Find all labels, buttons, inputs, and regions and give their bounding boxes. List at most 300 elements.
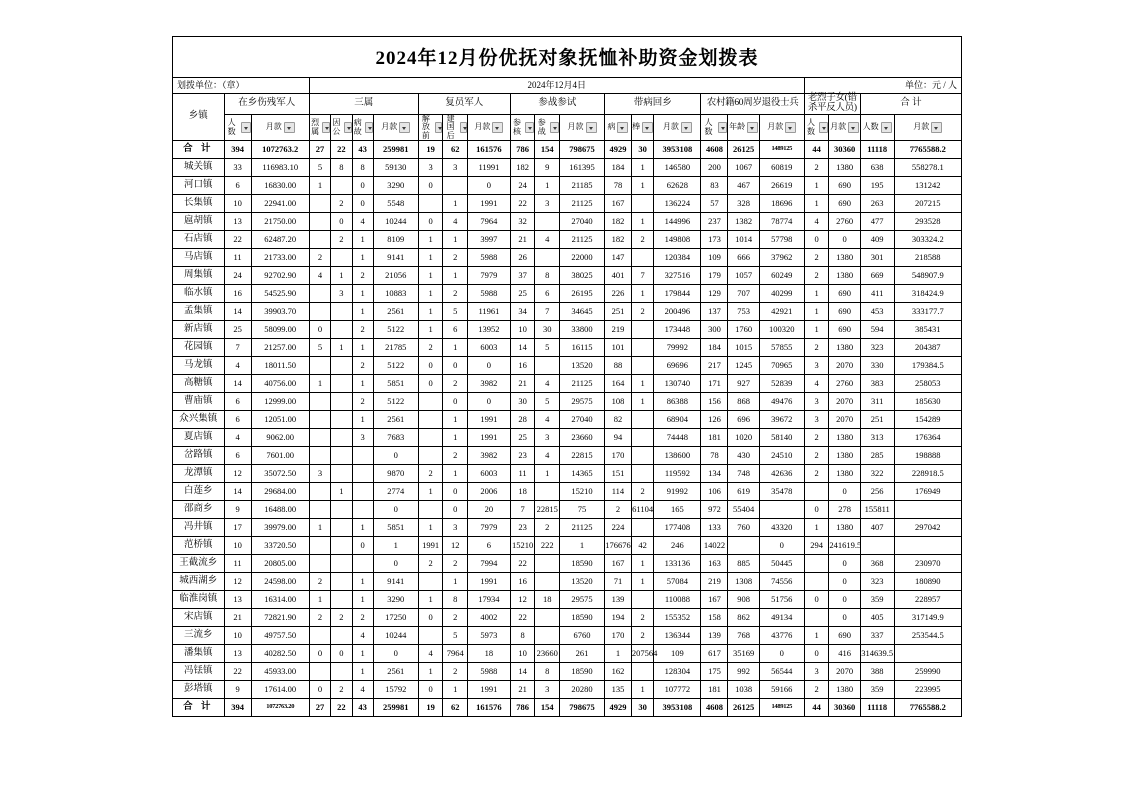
table-cell: 119592: [654, 465, 701, 483]
table-cell: 753: [728, 303, 759, 321]
table-cell: 261: [560, 645, 605, 663]
table-cell: 173: [701, 231, 728, 249]
table-cell: 18: [468, 645, 511, 663]
table-cell: 1308: [728, 573, 759, 591]
table-cell: 6760: [560, 627, 605, 645]
table-cell: 1: [331, 339, 352, 357]
table-cell: 6: [468, 537, 511, 555]
row-label-town: 城关镇: [173, 159, 225, 177]
table-row: [173, 537, 962, 555]
table-cell: 2: [309, 249, 330, 267]
table-cell: 29575: [560, 591, 605, 609]
table-cell: 237: [701, 213, 728, 231]
table-cell: 1: [631, 393, 653, 411]
table-cell: 5: [535, 339, 560, 357]
filter-dropdown-icon[interactable]: [322, 122, 330, 133]
table-cell: 1380: [829, 447, 860, 465]
row-label-town: 石店镇: [173, 231, 225, 249]
table-cell: [309, 303, 330, 321]
table-cell: 1: [631, 555, 653, 573]
filter-dropdown-icon[interactable]: [550, 122, 559, 133]
table-cell: 11118: [860, 699, 894, 717]
table-cell: 430: [728, 447, 759, 465]
table-cell: 128304: [654, 663, 701, 681]
table-cell: 15210: [560, 483, 605, 501]
table-cell: 0: [352, 177, 373, 195]
table-cell: 2: [804, 681, 829, 699]
table-cell: 4: [224, 357, 251, 375]
table-cell: 1: [443, 267, 468, 285]
table-cell: 323: [860, 573, 894, 591]
table-cell: 0: [829, 573, 860, 591]
table-cell: 8: [535, 663, 560, 681]
col-subheader-5[interactable]: 月款: [373, 114, 418, 140]
table-cell: 690: [829, 177, 860, 195]
table-cell: 0: [443, 357, 468, 375]
table-cell: [309, 483, 330, 501]
table-cell: 0: [443, 483, 468, 501]
table-cell: 120384: [654, 249, 701, 267]
col-subheader-6[interactable]: 解放前: [418, 114, 443, 140]
table-cell: 100320: [759, 321, 804, 339]
table-cell: 2070: [829, 357, 860, 375]
table-cell: 337: [860, 627, 894, 645]
table-cell: 22: [510, 555, 535, 573]
table-cell: 3997: [468, 231, 511, 249]
table-cell: 9062.00: [251, 429, 309, 447]
table-cell: 3: [535, 195, 560, 213]
table-cell: 246: [654, 537, 701, 555]
table-row: [173, 411, 962, 429]
table-row: [173, 663, 962, 681]
table-cell: 6: [224, 177, 251, 195]
filter-dropdown-icon[interactable]: [747, 122, 758, 133]
table-cell: 2: [443, 249, 468, 267]
table-cell: 251: [860, 411, 894, 429]
col-subheader-11[interactable]: 月款: [560, 114, 605, 140]
filter-dropdown-icon[interactable]: [642, 122, 653, 133]
table-cell: [418, 627, 443, 645]
table-cell: 43: [352, 141, 373, 159]
filter-dropdown-icon[interactable]: [525, 122, 534, 133]
table-cell: 13: [224, 591, 251, 609]
table-cell: 6: [224, 393, 251, 411]
filter-dropdown-icon[interactable]: [344, 122, 352, 133]
table-cell: 2: [804, 159, 829, 177]
meta-date: 2024年12月4日: [309, 78, 804, 94]
table-cell: 0: [804, 501, 829, 519]
table-cell: [631, 321, 653, 339]
table-cell: 690: [829, 303, 860, 321]
table-cell: 57798: [759, 231, 804, 249]
table-cell: 154: [535, 141, 560, 159]
col-subheader-15[interactable]: 人数: [701, 114, 728, 140]
table-cell: 300: [701, 321, 728, 339]
table-cell: 30: [631, 141, 653, 159]
table-cell: 330: [860, 357, 894, 375]
table-cell: 2: [631, 627, 653, 645]
filter-dropdown-icon[interactable]: [365, 122, 373, 133]
table-cell: [804, 609, 829, 627]
table-cell: 6: [224, 411, 251, 429]
table-cell: 50445: [759, 555, 804, 573]
table-cell: 1: [535, 465, 560, 483]
col-subheader-4[interactable]: 病故: [352, 114, 373, 140]
table-cell: 0: [418, 375, 443, 393]
table-cell: 1: [631, 177, 653, 195]
table-cell: 228918.5: [894, 465, 962, 483]
table-cell: [535, 555, 560, 573]
table-cell: 323: [860, 339, 894, 357]
table-cell: 1: [804, 285, 829, 303]
table-cell: 54525.90: [251, 285, 309, 303]
table-cell: 0: [373, 447, 418, 465]
table-cell: [804, 573, 829, 591]
table-cell: 1: [309, 177, 330, 195]
table-cell: 62: [443, 699, 468, 717]
filter-dropdown-icon[interactable]: [586, 122, 597, 133]
table-cell: 17: [224, 519, 251, 537]
table-cell: 2: [443, 663, 468, 681]
table-cell: 70965: [759, 357, 804, 375]
col-subheader-14[interactable]: 月款: [654, 114, 701, 140]
table-cell: 1: [804, 195, 829, 213]
table-cell: 207215: [894, 195, 962, 213]
table-cell: 2: [631, 303, 653, 321]
row-label-town: 宋店镇: [173, 609, 225, 627]
table-cell: 1: [309, 519, 330, 537]
table-cell: 22: [510, 609, 535, 627]
col-subheader-3[interactable]: 因公: [331, 114, 352, 140]
table-cell: 4002: [468, 609, 511, 627]
table-cell: 696: [728, 411, 759, 429]
table-cell: 2: [804, 339, 829, 357]
table-cell: 862: [728, 609, 759, 627]
table-cell: 136224: [654, 195, 701, 213]
table-cell: 158: [701, 609, 728, 627]
col-group-total: 合 计: [860, 94, 961, 115]
table-cell: 167: [701, 591, 728, 609]
table-cell: 251: [605, 303, 632, 321]
table-cell: 1: [352, 645, 373, 663]
table-cell: 1: [418, 483, 443, 501]
table-cell: 638: [860, 159, 894, 177]
table-cell: 2: [804, 447, 829, 465]
table-cell: 22815: [535, 501, 560, 519]
row-label-town: 合 计: [173, 699, 225, 717]
table-cell: 155352: [654, 609, 701, 627]
table-cell: 7: [535, 303, 560, 321]
table-cell: 21125: [560, 231, 605, 249]
table-cell: 253544.5: [894, 627, 962, 645]
filter-dropdown-icon[interactable]: [785, 122, 796, 133]
table-cell: [331, 429, 352, 447]
table-cell: 4: [535, 447, 560, 465]
table-cell: 82: [605, 411, 632, 429]
col-subheader-9[interactable]: 参核: [510, 114, 535, 140]
table-cell: 6: [224, 447, 251, 465]
table-cell: 26125: [728, 141, 759, 159]
table-cell: 5851: [373, 519, 418, 537]
table-cell: 1: [418, 321, 443, 339]
table-cell: 1: [804, 303, 829, 321]
table-cell: 18: [535, 591, 560, 609]
col-subheader-8[interactable]: 月款: [468, 114, 511, 140]
table-cell: [309, 213, 330, 231]
table-cell: 7994: [468, 555, 511, 573]
table-cell: 49757.50: [251, 627, 309, 645]
table-cell: 1: [443, 465, 468, 483]
table-cell: 44: [804, 699, 829, 717]
col-subheader-17[interactable]: 月款: [759, 114, 804, 140]
table-cell: 1380: [829, 249, 860, 267]
row-label-town: 城西湖乡: [173, 573, 225, 591]
table-row: [173, 141, 962, 159]
table-cell: 107772: [654, 681, 701, 699]
col-subheader-0[interactable]: 人数: [224, 114, 251, 140]
table-cell: 14: [510, 663, 535, 681]
table-cell: 1015: [728, 339, 759, 357]
col-subheader-10[interactable]: 参战: [535, 114, 560, 140]
table-cell: 285: [860, 447, 894, 465]
filter-dropdown-icon[interactable]: [718, 122, 728, 133]
table-cell: [331, 501, 352, 519]
table-cell: 2: [443, 447, 468, 465]
table-cell: [443, 177, 468, 195]
table-cell: 22815: [560, 447, 605, 465]
table-cell: 1: [418, 285, 443, 303]
filter-dropdown-icon[interactable]: [819, 122, 828, 133]
table-cell: 24: [510, 177, 535, 195]
table-cell: 1067: [728, 159, 759, 177]
row-label-town: 邵商乡: [173, 501, 225, 519]
table-cell: 3: [418, 159, 443, 177]
table-cell: 748: [728, 465, 759, 483]
table-cell: 170: [605, 627, 632, 645]
table-cell: 171: [701, 375, 728, 393]
table-row: [173, 591, 962, 609]
filter-dropdown-icon[interactable]: [881, 122, 892, 133]
table-row: [173, 267, 962, 285]
row-label-town: 龙潭镇: [173, 465, 225, 483]
table-cell: [631, 447, 653, 465]
filter-dropdown-icon[interactable]: [931, 122, 942, 133]
table-cell: [804, 483, 829, 501]
table-cell: 1382: [728, 213, 759, 231]
table-cell: 9141: [373, 573, 418, 591]
table-cell: 301: [860, 249, 894, 267]
table-cell: 2: [352, 267, 373, 285]
table-cell: 0: [352, 537, 373, 555]
col-subheader-12[interactable]: 病: [605, 114, 632, 140]
table-cell: 167: [605, 195, 632, 213]
table-cell: 619: [728, 483, 759, 501]
table-cell: [352, 465, 373, 483]
table-cell: 4: [535, 231, 560, 249]
table-cell: 7683: [373, 429, 418, 447]
table-cell: [309, 411, 330, 429]
table-cell: 43776: [759, 627, 804, 645]
table-cell: 161395: [560, 159, 605, 177]
table-cell: 2: [631, 483, 653, 501]
table-cell: 14365: [560, 465, 605, 483]
table-cell: 2: [331, 681, 352, 699]
table-cell: 16314.00: [251, 591, 309, 609]
table-cell: 394: [224, 699, 251, 717]
table-cell: [331, 519, 352, 537]
table-cell: 26: [510, 249, 535, 267]
table-cell: 21: [510, 375, 535, 393]
table-cell: 21125: [560, 375, 605, 393]
filter-dropdown-icon[interactable]: [681, 122, 692, 133]
table-cell: 3: [309, 465, 330, 483]
table-cell: 2: [418, 465, 443, 483]
col-subheader-2[interactable]: 烈属: [309, 114, 330, 140]
table-cell: 26619: [759, 177, 804, 195]
table-cell: 7: [510, 501, 535, 519]
table-cell: 34645: [560, 303, 605, 321]
table-row: [173, 645, 962, 663]
row-label-town: 扈胡镇: [173, 213, 225, 231]
filter-dropdown-icon[interactable]: [848, 122, 859, 133]
table-cell: 1: [631, 681, 653, 699]
table-cell: 3953108: [654, 141, 701, 159]
row-label-town: 孟集镇: [173, 303, 225, 321]
table-cell: 477: [860, 213, 894, 231]
table-cell: 29684.00: [251, 483, 309, 501]
table-cell: 9: [224, 501, 251, 519]
table-cell: 6003: [468, 339, 511, 357]
table-cell: 9870: [373, 465, 418, 483]
table-cell: 19: [418, 141, 443, 159]
col-subheader-1[interactable]: 月款: [251, 114, 309, 140]
row-label-town: 马龙镇: [173, 357, 225, 375]
table-cell: 18: [510, 483, 535, 501]
filter-dropdown-icon[interactable]: [284, 122, 295, 133]
table-cell: 1: [418, 249, 443, 267]
table-cell: 86388: [654, 393, 701, 411]
table-cell: 311: [860, 393, 894, 411]
table-row: [173, 429, 962, 447]
table-cell: 108: [605, 393, 632, 411]
table-cell: 21257.00: [251, 339, 309, 357]
table-cell: 40299: [759, 285, 804, 303]
table-cell: [331, 555, 352, 573]
col-subheader-18[interactable]: 人数: [804, 114, 829, 140]
table-cell: 60249: [759, 267, 804, 285]
filter-dropdown-icon[interactable]: [241, 122, 251, 133]
table-cell: 114: [605, 483, 632, 501]
table-cell: 6: [535, 285, 560, 303]
table-cell: 78: [701, 447, 728, 465]
table-cell: 10244: [373, 627, 418, 645]
row-label-town: 夏店镇: [173, 429, 225, 447]
table-cell: 256: [860, 483, 894, 501]
table-cell: [894, 501, 962, 519]
table-cell: 30: [631, 699, 653, 717]
table-row: [173, 555, 962, 573]
table-cell: 4: [804, 375, 829, 393]
table-cell: 49476: [759, 393, 804, 411]
table-cell: 139: [605, 591, 632, 609]
table-cell: 16115: [560, 339, 605, 357]
table-cell: 1: [804, 627, 829, 645]
table-cell: 79992: [654, 339, 701, 357]
col-subheader-7[interactable]: 建国后: [443, 114, 468, 140]
table-cell: 1489125: [759, 141, 804, 159]
table-cell: 16488.00: [251, 501, 309, 519]
table-cell: 4: [309, 267, 330, 285]
table-cell: [331, 627, 352, 645]
table-cell: 182: [510, 159, 535, 177]
col-subheader-20[interactable]: 人数: [860, 114, 894, 140]
filter-dropdown-icon[interactable]: [460, 122, 467, 133]
table-cell: 181: [701, 681, 728, 699]
table-cell: 21056: [373, 267, 418, 285]
filter-dropdown-icon[interactable]: [399, 122, 410, 133]
table-cell: 2774: [373, 483, 418, 501]
col-subheader-16[interactable]: 年龄: [728, 114, 759, 140]
table-cell: 992: [728, 663, 759, 681]
table-cell: 798675: [560, 699, 605, 717]
table-cell: 1: [631, 375, 653, 393]
table-cell: 2: [443, 609, 468, 627]
filter-dropdown-icon[interactable]: [492, 122, 503, 133]
table-cell: 2: [352, 609, 373, 627]
table-cell: 219: [605, 321, 632, 339]
col-subheader-13[interactable]: 棒: [631, 114, 653, 140]
table-cell: 181: [701, 429, 728, 447]
table-row: [173, 357, 962, 375]
table-cell: 27040: [560, 411, 605, 429]
table-cell: [631, 429, 653, 447]
table-cell: 60819: [759, 159, 804, 177]
table-cell: 13: [224, 645, 251, 663]
table-cell: 126: [701, 411, 728, 429]
table-cell: 154: [535, 699, 560, 717]
table-cell: 23: [510, 519, 535, 537]
table-cell: 0: [352, 195, 373, 213]
table-row: [173, 321, 962, 339]
table-cell: 18696: [759, 195, 804, 213]
table-cell: 49134: [759, 609, 804, 627]
table-cell: 2: [605, 501, 632, 519]
table-row: [173, 447, 962, 465]
col-subheader-21[interactable]: 月款: [894, 114, 962, 140]
table-cell: 228957: [894, 591, 962, 609]
col-subheader-19[interactable]: 月款: [829, 114, 860, 140]
table-cell: 200: [701, 159, 728, 177]
table-cell: 707: [728, 285, 759, 303]
filter-dropdown-icon[interactable]: [617, 122, 628, 133]
table-cell: 161576: [468, 141, 511, 159]
table-cell: 58099.00: [251, 321, 309, 339]
table-cell: 19: [418, 699, 443, 717]
table-cell: 22: [510, 195, 535, 213]
table-cell: 40282.50: [251, 645, 309, 663]
filter-dropdown-icon[interactable]: [435, 122, 442, 133]
table-cell: 165: [654, 501, 701, 519]
table-cell: 10: [224, 195, 251, 213]
table-cell: 7979: [468, 267, 511, 285]
table-cell: 14022: [701, 537, 728, 555]
table-cell: 130740: [654, 375, 701, 393]
table-cell: 162: [605, 663, 632, 681]
table-cell: 2: [352, 393, 373, 411]
table-cell: 1489125: [759, 699, 804, 717]
table-cell: [352, 483, 373, 501]
col-group-three-families: 三属: [309, 94, 418, 115]
